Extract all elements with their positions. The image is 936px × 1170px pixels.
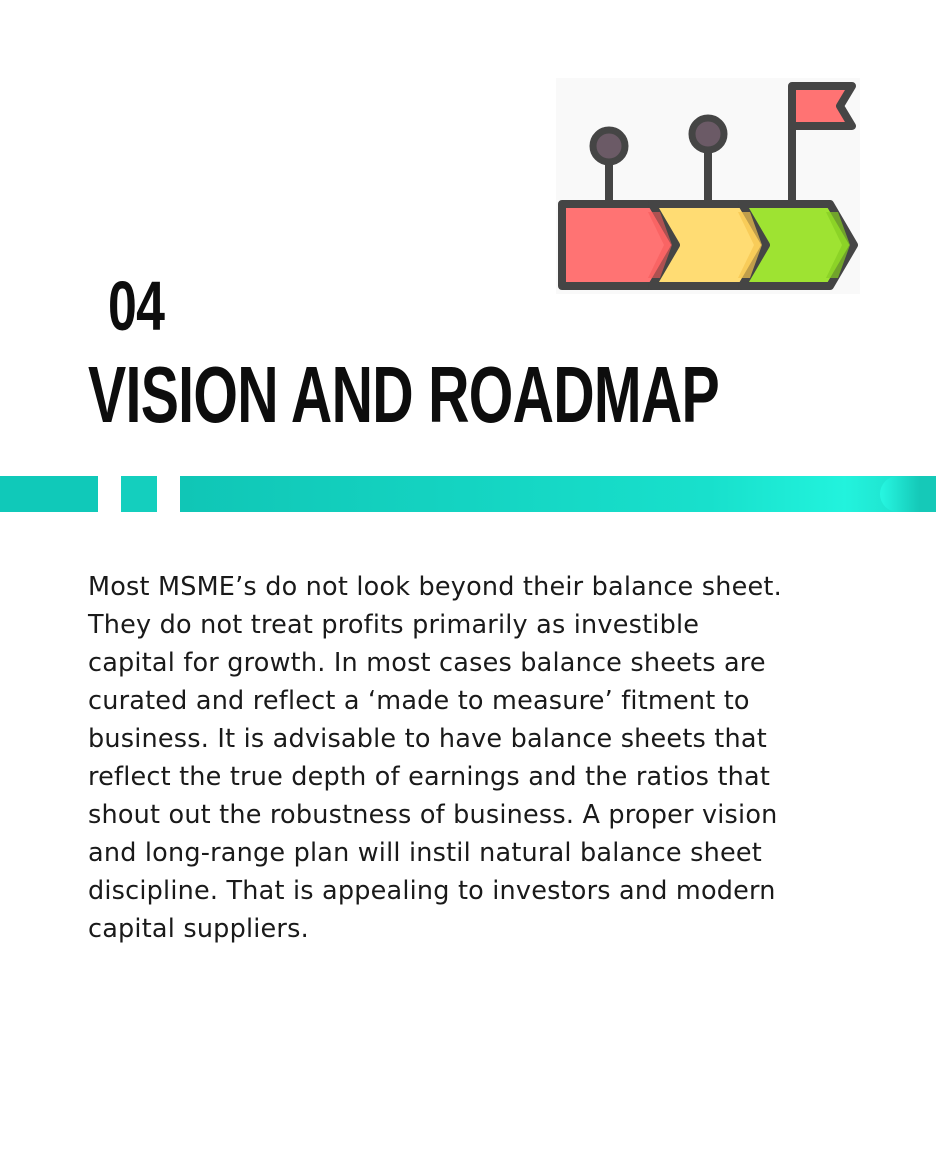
section-number: 04	[108, 267, 165, 345]
body-line: discipline. That is appealing to investors and modern	[88, 876, 776, 906]
divider-bar-segment-2	[121, 476, 157, 512]
body-line: and long-range plan will instil natural balance sheet	[88, 838, 762, 868]
divider-bar-segment-3	[180, 476, 936, 512]
divider-bar-cap	[880, 476, 936, 512]
body-line: They do not treat profits primarily as investible	[88, 610, 700, 640]
body-line: shout out the robustness of business. A proper vision	[88, 800, 778, 830]
body-line: capital for growth. In most cases balance sheets are	[88, 648, 766, 678]
roadmap-milestones-icon	[556, 78, 860, 294]
body-line: Most MSME’s do not look beyond their balance sheet.	[88, 572, 782, 602]
body-paragraph	[88, 568, 888, 948]
section-title: VISION AND ROADMAP	[88, 350, 720, 439]
body-line: business. It is advisable to have balance sheets that	[88, 724, 767, 754]
divider-bar-segment-1	[0, 476, 98, 512]
body-line: capital suppliers.	[88, 914, 309, 944]
body-line: reflect the true depth of earnings and the ratios that	[88, 762, 771, 792]
body-line: curated and reflect a ‘made to measure’ fitment to	[88, 686, 750, 716]
